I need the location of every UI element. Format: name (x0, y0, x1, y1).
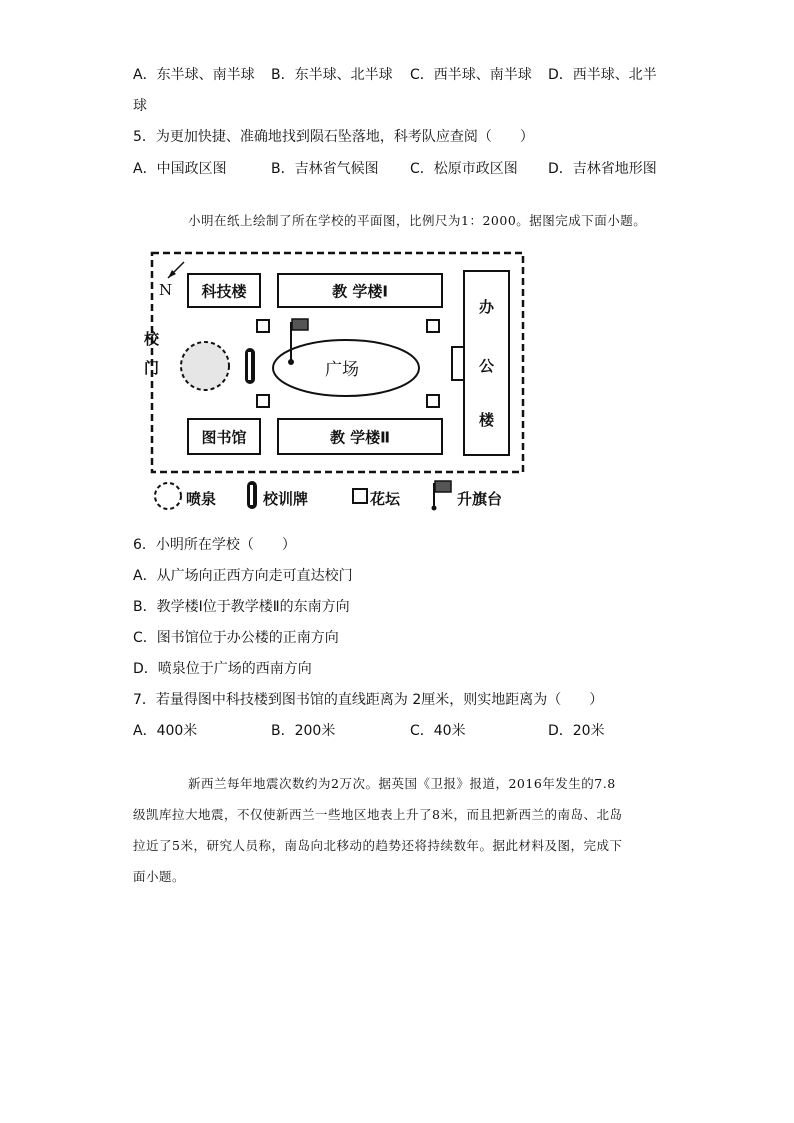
q7-option-a: A．400米 (133, 723, 198, 739)
flowerbed-nw (256, 319, 270, 333)
map-intro: 小明在纸上绘制了所在学校的平面图，比例尺为1：2000。据图完成下面小题。 (188, 213, 647, 228)
q5-option-c: C．松原市政区图 (410, 161, 518, 177)
flowerbed-sw (256, 394, 270, 408)
q7-option-d: D．20米 (548, 723, 605, 739)
legend-flowerbed-icon (353, 489, 367, 503)
q7-option-b: B．200米 (271, 723, 336, 739)
q4-option-a: A．东半球、南半球 (133, 67, 255, 83)
legend-sign-label: 校训牌 (263, 490, 309, 508)
q5-option-d: D．吉林省地形图 (548, 161, 657, 177)
q5-option-b: B．吉林省气候图 (271, 161, 379, 177)
motto-sign-highlight (248, 352, 251, 380)
q4-option-d-wrap: 球 (133, 98, 147, 114)
q6-stem: 6．小明所在学校（ ） (133, 537, 296, 553)
q4-option-c: C．西半球、南半球 (410, 67, 532, 83)
square-label: 广场 (325, 360, 359, 380)
legend-flag-icon (435, 481, 451, 492)
q5-option-a: A．中国政区图 (133, 161, 227, 177)
building-library-label: 图书馆 (201, 428, 247, 446)
legend-flag-base (432, 506, 437, 511)
gate-label-1: 校 (144, 330, 160, 348)
office-label-3: 楼 (478, 411, 494, 429)
flag-icon (292, 319, 308, 330)
office-label-1: 办 (478, 298, 494, 316)
legend-fountain-label: 喷泉 (186, 490, 217, 508)
building-jiaoxue-1-label: 教 学楼Ⅰ (332, 282, 388, 300)
building-keji (187, 273, 261, 308)
legend-flag-label: 升旗台 (457, 490, 503, 508)
building-library (187, 418, 261, 455)
gate-label-2: 门 (144, 359, 160, 377)
flowerbed-ne (426, 319, 440, 333)
north-label: N (159, 281, 173, 299)
building-jiaoxue-2 (277, 418, 443, 455)
q6-option-d: D．喷泉位于广场的西南方向 (133, 661, 312, 677)
q4-option-b: B．东半球、北半球 (271, 67, 393, 83)
building-jiaoxue-1 (277, 273, 443, 308)
legend-sign-highlight (250, 485, 253, 505)
building-jiaoxue-2-label: 教 学楼Ⅱ (329, 428, 391, 446)
fountain-icon (181, 342, 229, 390)
flag-base (288, 359, 294, 365)
office-label-2: 公 (478, 357, 494, 375)
legend-fountain-icon (155, 483, 181, 509)
quake-intro-line-3: 拉近了5米，研究人员称，南岛向北移动的趋势还将持续数年。据此材料及图，完成下 (133, 838, 623, 853)
q5-stem: 5．为更加快捷、准确地找到陨石坠落地，科考队应查阅（ ） (133, 129, 534, 145)
building-keji-label: 科技楼 (201, 282, 247, 300)
quake-intro-line-4: 面小题。 (133, 869, 186, 884)
quake-intro-line-2: 级凯库拉大地震，不仅使新西兰一些地区地表上升了8米，而且把新西兰的南岛、北岛 (133, 807, 623, 822)
q4-option-d: D．西半球、北半 (548, 67, 657, 83)
q7-option-c: C．40米 (410, 723, 466, 739)
school-map (0, 0, 794, 520)
q6-option-c: C．图书馆位于办公楼的正南方向 (133, 630, 339, 646)
q7-stem: 7．若量得图中科技楼到图书馆的直线距离为 2厘米，则实地距离为（ ） (133, 692, 604, 708)
quake-intro-line-1: 新西兰每年地震次数约为2万次。据英国《卫报》报道，2016年发生的7.8 (188, 776, 616, 791)
flowerbed-se (426, 394, 440, 408)
q6-option-b: B．教学楼Ⅰ位于教学楼Ⅱ的东南方向 (133, 599, 350, 615)
building-office (463, 270, 510, 456)
q6-option-a: A．从广场向正西方向走可直达校门 (133, 568, 353, 584)
legend-flowerbed-label: 花坛 (370, 490, 401, 508)
